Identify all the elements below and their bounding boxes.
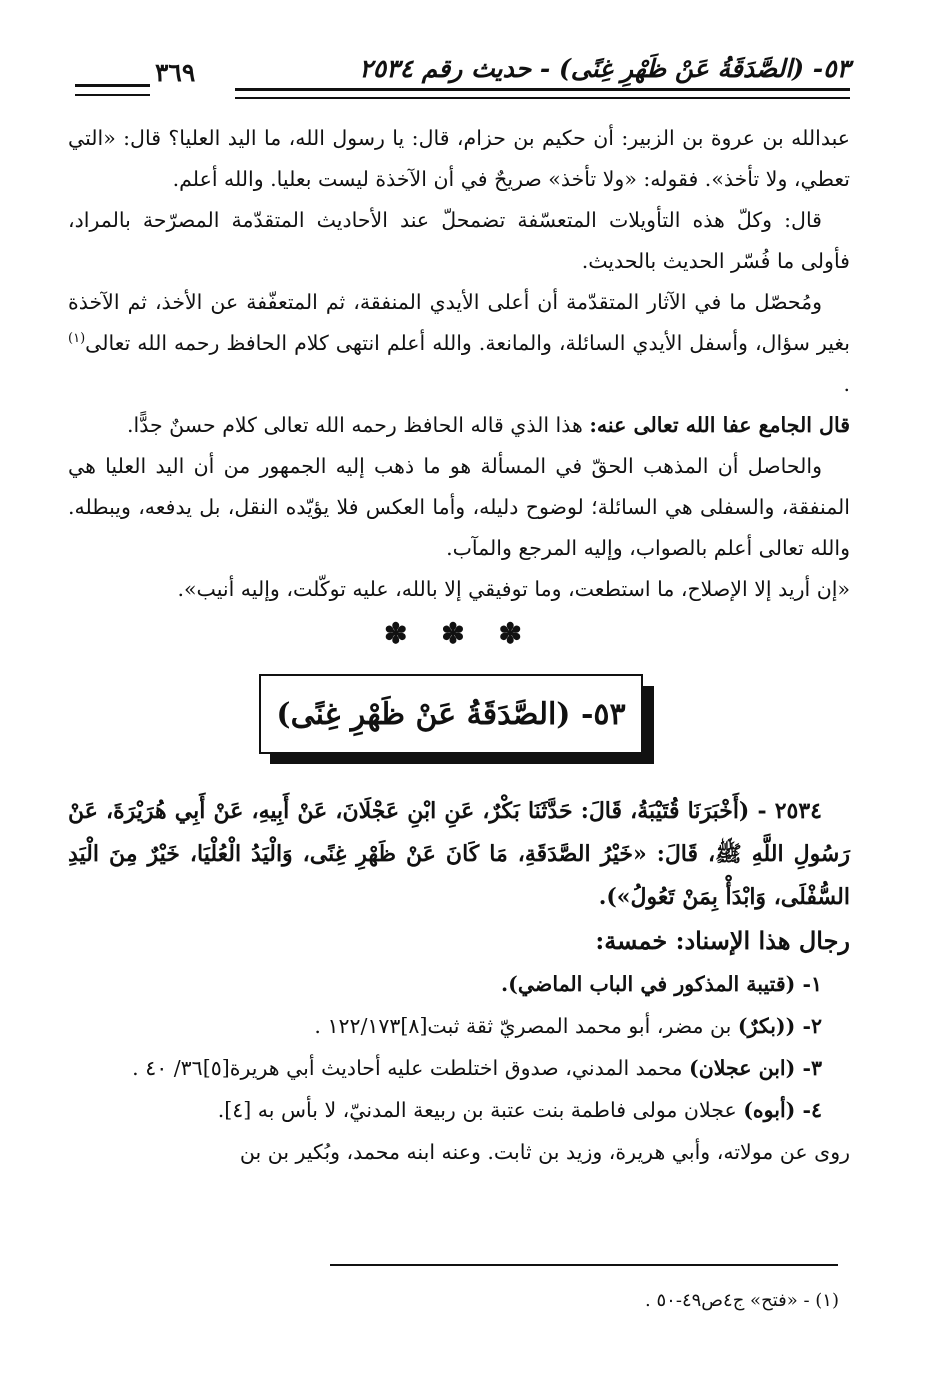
paragraph-5: والحاصل أن المذهب الحقّ في المسألة هو ما ذهب إليه الجمهور من أن اليد العليا هي المنفقة، والسفلى هي السائلة؛ لوضوح دليله، وأما العكس فلا يؤيّده النقل، بل يدفعه، ويبطله. والله تعالى أعلم بالصواب، وإليه المرجع والمآب. — [68, 454, 850, 560]
page-body — [68, 118, 850, 1173]
narrator-continuation: روى عن مولاته، وأبي هريرة، وزيد بن ثابت. وعنه ابنه محمد، وبُكير بن بن — [239, 1140, 850, 1164]
running-header — [60, 50, 850, 98]
paragraph-4-text: هذا الذي قاله الحافظ رحمه الله تعالى كلام حسنٌ جدًّا. — [127, 413, 590, 437]
narrator-name: ٤- (أبوه) — [743, 1098, 822, 1122]
paragraph-2: قال: وكلّ هذه التأويلات المتعسّفة تضمحلّ عند الأحاديث المتقدّمة المصرّحة بالمراد، فأولى ما فُسّر الحديث بالحديث. — [68, 208, 850, 273]
narrator-desc: بن مضر، أبو محمد المصريّ ثقة ثبت[٨]١٢٢/١٧٣ . — [314, 1014, 738, 1038]
footnote-divider — [330, 1264, 838, 1266]
paragraph-3-text: ومُحصّل ما في الآثار المتقدّمة أن أعلى الأيدي المنفقة، ثم المتعفّفة عن الأخذ، ثم الآخذة بغير سؤال، وأسفل الأيدي السائلة، والمانعة. والله أعلم انتهى كلام الحافظ رحمه الله تعالى — [68, 290, 850, 355]
narrator-item — [68, 963, 850, 1005]
narrator-item — [68, 1089, 850, 1131]
paragraph-3-end: . — [843, 372, 850, 396]
narrator-desc: محمد المدني، صدوق اختلطت عليه أحاديث أبي هريرة[٥]٣٦/ ٤٠ . — [132, 1056, 690, 1080]
narrators-heading: رجال هذا الإسناد: خمسة: — [595, 926, 850, 955]
narrator-name: ٢- ((بكرٌ) — [737, 1014, 822, 1038]
narrator-name: ٣- (ابن عجلان) — [689, 1056, 822, 1080]
narrator-item — [68, 1047, 850, 1089]
hadith-text: ٢٥٣٤ - (أَخْبَرَنَا قُتَيْبَةُ، قَالَ: حَدَّثَنَا بَكْرٌ، عَنِ ابْنِ عَجْلَانَ، عَنْ أَبِيهِ، عَنْ أَبِي هُرَيْرَةَ، عَنْ رَسُولِ اللَّهِ ﷺ، قَالَ: «خَيْرُ الصَّدَقَةِ، مَا كَانَ عَنْ ظَهْرِ غِنًى، وَالْيَدُ الْعُلْيَا، خَيْرٌ مِنَ الْيَدِ السُّفْلَى، وَابْدَأْ بِمَنْ تَعُولُ»). — [68, 798, 850, 910]
narrator-desc: عجلان مولى فاطمة بنت عتبة بن ربيعة المدنيّ، لا بأس به [٤]. — [217, 1098, 744, 1122]
header-rule-short — [75, 84, 150, 96]
section-separator: ✽ ✽ ✽ — [384, 617, 534, 650]
header-rule-long — [235, 88, 850, 99]
narrator-name: ١- (قتيبة — [746, 972, 822, 996]
running-title: ٥٣- (الصَّدَقَةُ عَنْ ظَهْرِ غِنًى) - حديث رقم ٢٥٣٤ — [359, 54, 850, 83]
narrator-item — [68, 1005, 850, 1047]
footnote-marker: (١) — [68, 331, 86, 347]
page-number: ٣٦٩ — [155, 58, 196, 87]
paragraph-6: «إن أريد إلا الإصلاح، ما استطعت، وما توفيقي إلا بالله، عليه توكّلت، وإليه أنيب». — [177, 577, 850, 601]
paragraph-3 — [68, 282, 850, 405]
compiler-statement-lead: قال الجامع عفا الله تعالى عنه: — [589, 413, 850, 437]
narrator-desc: المذكور في الباب الماضي). — [501, 972, 747, 996]
chapter-title: ٥٣- (الصَّدَقَةُ عَنْ ظَهْرِ غِنًى) — [259, 674, 643, 754]
paragraph-1: عبدالله بن عروة بن الزبير: أن حكيم بن حزام، قال: يا رسول الله، ما اليد العليا؟ قال: «التي تعطي، ولا تأخذ». فقوله: «ولا تأخذ» صريحٌ في أن الآخذة ليست بعليا. والله أعلم. — [68, 126, 850, 191]
chapter-heading-frame — [68, 672, 850, 780]
footnote: (١) - «فتح» ج٤ص٤٩-٥٠ . — [645, 1290, 839, 1311]
paragraph-4 — [68, 405, 850, 446]
